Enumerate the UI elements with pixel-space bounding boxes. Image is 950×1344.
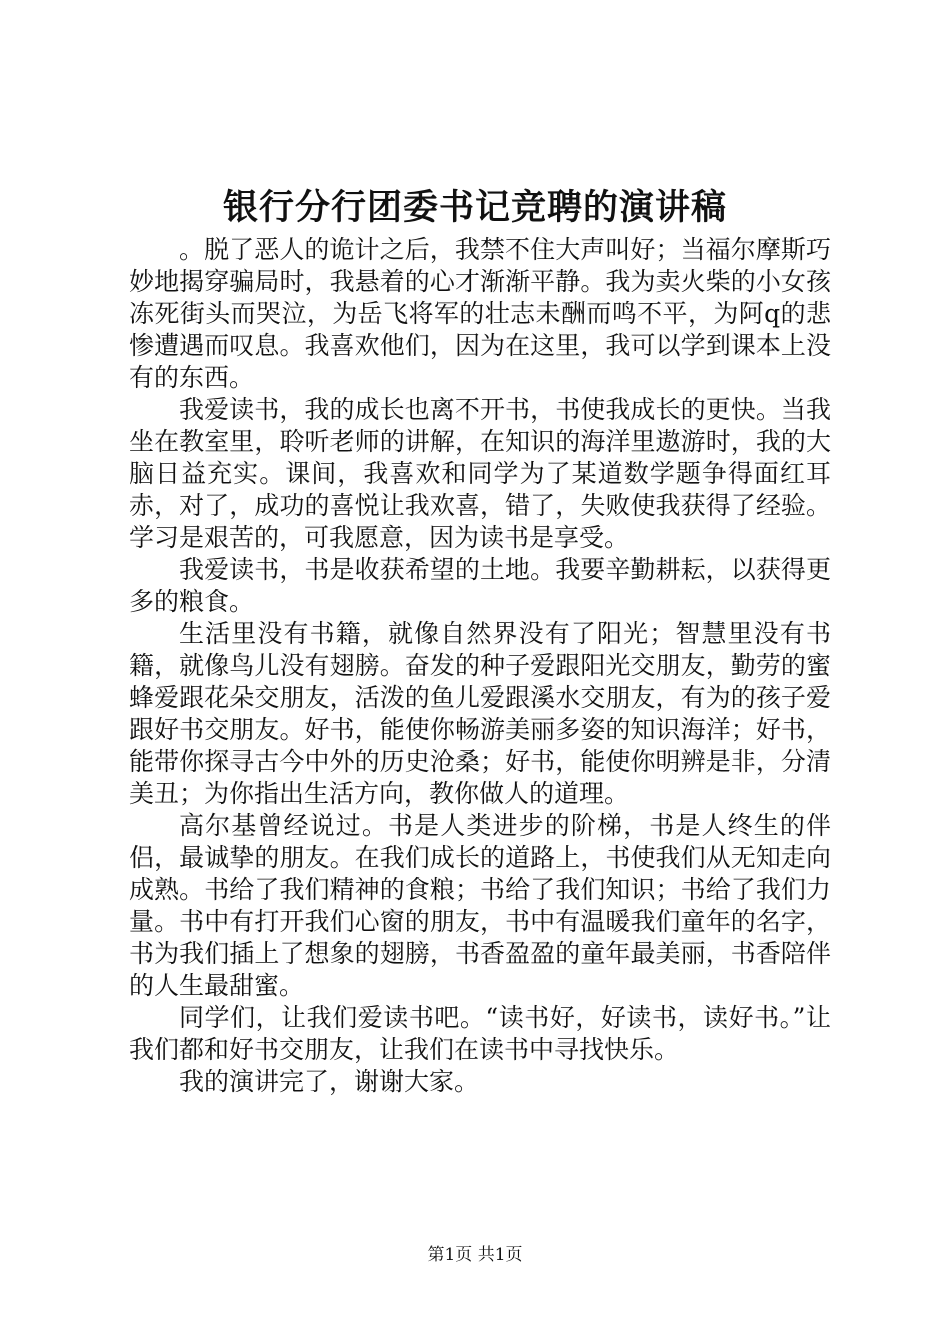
paragraph: 同学们，让我们爱读书吧。“读书好，好读书，读好书。”让我们都和好书交朋友，让我们在读书中寻找快乐。: [129, 1003, 831, 1064]
paragraph: 。脱了恶人的诡计之后，我禁不住大声叫好；当福尔摩斯巧妙地揭穿骗局时，我悬着的心才渐渐平静。我为卖火柴的小女孩冻死街头而哭泣，为岳飞将军的壮志未酬而鸣不平，为阿q的悲惨遭遇而叹息。我喜欢他们，因为在这里，我可以学到课本上没有的东西。: [129, 235, 831, 392]
paragraph: 生活里没有书籍，就像自然界没有了阳光；智慧里没有书籍，就像鸟儿没有翅膀。奋发的种子爱跟阳光交朋友，勤劳的蜜蜂爱跟花朵交朋友，活泼的鱼儿爱跟溪水交朋友，有为的孩子爱跟好书交朋友。好书，能使你畅游美丽多姿的知识海洋；好书，能带你探寻古今中外的历史沧桑；好书，能使你明辨是非，分清美丑；为你指出生活方向，教你做人的道理。: [129, 619, 831, 808]
paragraph: 我爱读书，书是收获希望的土地。我要辛勤耕耘，以获得更多的粮食。: [129, 555, 831, 616]
document-title: 银行分行团委书记竞聘的演讲稿: [222, 187, 727, 228]
document-body: [129, 234, 831, 1098]
paragraph: 高尔基曾经说过。书是人类进步的阶梯，书是人终生的伴侣，最诚挚的朋友。在我们成长的道路上，书使我们从无知走向成熟。书给了我们精神的食粮；书给了我们知识；书给了我们力量。书中有打开我们心窗的朋友，书中有温暖我们童年的名字，书为我们插上了想象的翅膀，书香盈盈的童年最美丽，书香陪伴的人生最甜蜜。: [129, 811, 831, 1000]
page-footer: 第1页 共1页: [427, 1245, 523, 1265]
paragraph: 我爱读书，我的成长也离不开书，书使我成长的更快。当我坐在教室里，聆听老师的讲解，在知识的海洋里遨游时，我的大脑日益充实。课间，我喜欢和同学为了某道数学题争得面红耳赤，对了，成功的喜悦让我欢喜，错了，失败使我获得了经验。学习是艰苦的，可我愿意，因为读书是享受。: [129, 395, 831, 552]
paragraph: 我的演讲完了，谢谢大家。: [179, 1067, 480, 1096]
